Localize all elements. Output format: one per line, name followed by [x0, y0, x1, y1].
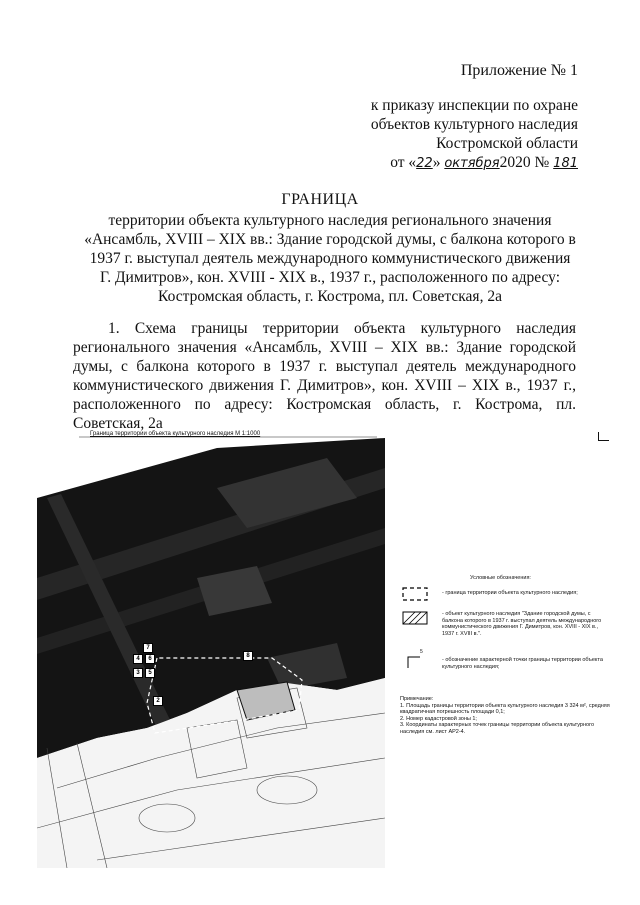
- boundary-point-label: 7: [143, 643, 153, 653]
- order-line-1: к приказу инспекции по охране: [370, 97, 578, 114]
- point-marker-icon: [402, 649, 428, 669]
- order-reference: [278, 96, 578, 173]
- boundary-point-label: 2: [153, 696, 163, 706]
- scheme-paragraph: 1. Схема границы территории объекта культурного наследия регионального значения «Ансамбль, XVIII – XIX вв.: Здание городской думы, с балкона которого в 1937 г. выступал деятель международного коммунистического движения Г. Димитров», кон. XVIII – XIX в., 1937 г., расположенного по адресу: Костромская область, г. Кострома, пл. Советская, 2а: [73, 320, 576, 432]
- boundary-map-graphic: [37, 428, 385, 868]
- boundary-map: [37, 428, 385, 868]
- boundary-point-label: 8: [243, 651, 253, 661]
- boundary-point-label: 4: [133, 654, 143, 664]
- boundary-point-label: 5: [145, 668, 155, 678]
- notes-line-2: 2. Номер кадастровой зоны 1;: [400, 715, 477, 722]
- legend-point-symbol-label: 5: [420, 649, 423, 655]
- subtitle-line-3: 1937 г. выступал деятель международного коммунистического движения: [89, 250, 571, 267]
- legend-row-boundary: [400, 585, 610, 603]
- document-title: ГРАНИЦА: [281, 191, 359, 208]
- appendix-label: Приложение № 1: [460, 62, 578, 79]
- date-mid: »: [432, 154, 441, 171]
- corner-mark: [598, 432, 609, 441]
- date-year: 2020 №: [499, 154, 550, 171]
- notes-title: Примечание:: [400, 696, 434, 702]
- map-notes: [400, 696, 610, 735]
- date-month: октября: [444, 156, 500, 171]
- legend-item-boundary: - граница территории объекта культурного наследия;: [442, 590, 578, 596]
- order-date-line: [278, 153, 578, 173]
- subtitle-line-4: Г. Димитров», кон. XVIII - XIX в., 1937 г., расположенного по адресу:: [99, 269, 560, 286]
- legend-row-point: [400, 649, 610, 671]
- legend-item-object: - объект культурного наследия "Здание городской думы, с балкона которого в 1937 г. выступал деятель международного коммунистического движения Г. Димитров, кон. XVIII - XIX в., 1937 г. XVIII в.".: [442, 611, 602, 637]
- order-line-2: объектов культурного наследия: [370, 116, 578, 133]
- boundary-point-label: 6: [145, 654, 155, 664]
- subtitle-line-1: территории объекта культурного наследия регионального значения: [108, 212, 552, 229]
- boundary-point-label: 3: [133, 668, 143, 678]
- hatched-object-icon: [402, 611, 428, 625]
- order-line-3: Костромской области: [436, 135, 578, 152]
- date-prefix: от «: [390, 154, 417, 171]
- notes-line-3: 3. Координаты характерных точек границы территории объекта культурного наследия см. лист АР2-4.: [400, 722, 595, 735]
- notes-line-1: 1. Площадь границы территории объекта культурного наследия 3 324 м², средняя квадратичная погрешность площади 0,1;: [400, 702, 610, 715]
- dashed-boundary-icon: [402, 587, 428, 601]
- document-subtitle: [70, 211, 590, 306]
- date-day: 22: [416, 156, 433, 171]
- legend-item-point: - обозначение характерной точки границы территории объекта культурного наследия;: [442, 657, 603, 670]
- legend-row-object: [400, 609, 610, 643]
- map-caption: Граница территории объекта культурного наследия М 1:1000: [90, 431, 261, 437]
- subtitle-line-2: «Ансамбль, XVIII – XIX вв.: Здание городской думы, с балкона которого в: [84, 231, 576, 248]
- subtitle-line-5: Костромская область, г. Кострома, пл. Советская, 2а: [158, 288, 502, 305]
- legend-title: Условные обозначения:: [470, 575, 531, 581]
- order-number: 181: [553, 156, 578, 171]
